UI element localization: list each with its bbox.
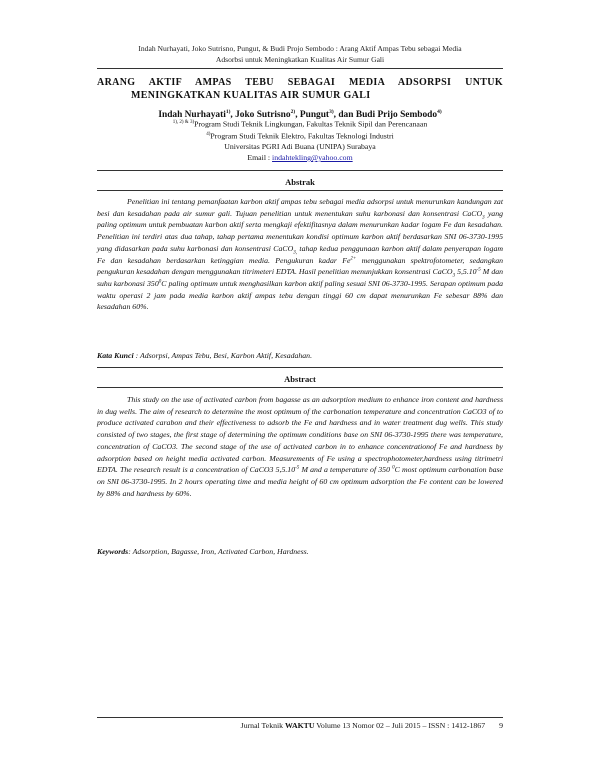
author-4: Budi Prijo Sembodo (355, 110, 438, 121)
author-2-sup: 2) (290, 109, 296, 115)
abstrak-sub-2: 3, (293, 250, 297, 256)
affiliation-2-sup: 4) (206, 132, 211, 138)
author-3: Pungut (299, 110, 330, 121)
keywords-text: : Adsorption, Bagasse, Iron, Activated Carbon, Hardness. (128, 547, 309, 556)
footer-journal-name: WAKTU (285, 721, 315, 730)
running-head-line-2: Adsorbsi untuk Meningkatkan Kualitas Air Sumur Gali (215, 55, 385, 64)
author-4-sup: 4) (437, 109, 442, 115)
author-2: Joko Sutrisno (235, 110, 291, 121)
author-sep-2: , (295, 110, 300, 121)
paper-title (97, 76, 503, 102)
abstrak-text-7: C paling optimum untuk menghasilkan karbon aktif paling sesuai SNI 06-3730-1995. Serapan optimum pada waktu operasi 2 jam pada media karbon aktif ampas tebu dengan tinggi 60 cm dapat menurunkan Fe sebesar 88% dan kesadahan 60%. (97, 278, 503, 312)
section-rule-top (97, 170, 503, 171)
title-line-2: MENINGKATKAN KUALITAS AIR SUMUR GALI (131, 90, 371, 101)
footer-journal-info: Volume 13 Nomor 02 – Juli 2015 – ISSN : 1412-1867 (314, 721, 486, 730)
author-1-sup: 1) (225, 109, 231, 115)
abstract-sup-2: 0 (392, 465, 395, 471)
running-head (100, 43, 500, 65)
affiliation-university: Universitas PGRI Adi Buana (UNIPA) Surabaya (224, 142, 376, 152)
abstrak-text-4: menggunakan spektrofotometer, sedangkan pengukuran kesadahan dengan menggunakan titrimeteri EDTA. Hasil penelitian menunjukkan konsentrasi CaCO (97, 255, 503, 277)
kata-kunci (97, 350, 503, 361)
affiliation-2 (97, 130, 503, 142)
keywords (97, 546, 503, 557)
abstrak-text-6: M dan suhu karbonasi 350 (97, 267, 504, 288)
abstract-text-1: This study on the use of activated carbon from bagasse as an adsorption medium to enhance iron content and hardness in dug wells. The aim of research to determine the most optimum of the carbonation temperature and concentration CaCO3 of to produce activated carabon and their effectiveness to adsorb the Fe and hardness and in water treatment dug wells. This study consisted of two stages, the first stage of determining the optimum conditions base on SNI 06-3730-1995 there was temperature, concentration of CaCO3. The second stage of the use of activated carbon in to enhance concentrationof Fe and hardness by adsorption based on height media activated carbon. Measurements of Fe using a spectrophotometer,hardness using titrimetri EDTA. The research result is a concentration of CaCO3 5,5.10 (97, 395, 503, 475)
abstrak-sub-1: 3 (482, 215, 485, 221)
abstract-text-3: C most optimum carbonation base on SNI 06-3730-1995. In 2 hours operating time and media height of 60 cm optimum adsorption the Fe content can be lowered by 88% and hardness by 60%. (97, 465, 503, 498)
footer-rule (97, 717, 503, 718)
section-rule-bottom-2 (97, 387, 503, 388)
abstrak-sup-3: 2+ (350, 255, 357, 261)
section-rule-top-2 (97, 367, 503, 368)
author-1: Indah Nurhayati (158, 110, 226, 121)
affiliation-1-text: Program Studi Teknik Lingkungan, Fakultas Teknik Sipil dan Perencanaan (194, 119, 428, 129)
abstract-sup-1: -5 (295, 465, 300, 471)
kata-kunci-text: : Adsorpsi, Ampas Tebu, Besi, Karbon Aktif, Kesadahan. (133, 351, 313, 360)
abstrak-sup-5: -5 (476, 267, 481, 273)
page-number: 9 (499, 721, 503, 730)
kata-kunci-label: Kata Kunci (97, 351, 134, 360)
running-head-line-1: Indah Nurhayati, Joko Sutrisno, Pungut, & Budi Projo Sembodo : Arang Aktif Ampas Tebu sebagai Media (138, 44, 462, 53)
keywords-label: Keywords (97, 547, 129, 556)
email-label: Email : (247, 152, 273, 162)
abstract-heading: Abstract (284, 374, 316, 384)
abstrak-text-2: yang paling optimum untuk pembuatan karbon aktif serta mengkaji efektifitasnya dalam menurunkan kadar logam Fe dan kesadahan. Penelitian ini terdiri atas dua tahap, tahap pertama menentukan kondisi optimum karbon aktif berdasarkan SNI 06-3730-1995 yang didasarkan pada suhu karbonasi dan konsentrasi CaCO (97, 208, 503, 253)
footer-journal-pre: Jurnal Teknik (240, 721, 286, 730)
abstrak-sup-6: 0 (158, 279, 162, 285)
abstrak-text-1: Penelitian ini tentang pemanfaatan karbon aktif ampas tebu sebagai media adsorpsi untuk menurunkan kandungan zat besi dan kesadahan pada air sumur gali. Tujuan penelitian untuk menentukan suhu karbonasi dan konsentrasi CaCO (97, 197, 503, 218)
author-sep-1: , (230, 110, 236, 121)
header-rule (97, 68, 503, 69)
abstrak-text-5: 5,5.10 (455, 267, 477, 277)
affiliation-2-text: Program Studi Teknik Elektro, Fakultas Teknologi Industri (210, 131, 394, 141)
abstract-body (97, 394, 503, 499)
abstract-text-2: M and a temperature of 350 (299, 465, 393, 475)
affiliation-1 (97, 118, 503, 130)
abstrak-body (97, 196, 503, 313)
affiliation-1-sup: 1), 2) & 3) (172, 120, 195, 125)
section-rule-bottom (97, 190, 503, 191)
abstrak-heading: Abstrak (285, 177, 315, 187)
email-link[interactable]: indahtekling@yahoo.com (272, 152, 353, 162)
title-line-1: ARANG AKTIF AMPAS TEBU SEBAGAI MEDIA ADSORPSI UNTUK (97, 77, 503, 88)
abstrak-sub-4: 3 (452, 273, 456, 279)
author-3-sup: 3) (329, 109, 334, 115)
author-and: , dan (333, 110, 356, 121)
affiliations (97, 118, 503, 164)
abstrak-text-3: tahap kedua penggunaan karbon aktif dalam penyerapan logam Fe dan kesadahan berdasarkan ketinggian media. Pengukuran kadar Fe (97, 243, 503, 265)
journal-footer (97, 721, 503, 731)
email-line (97, 153, 503, 164)
